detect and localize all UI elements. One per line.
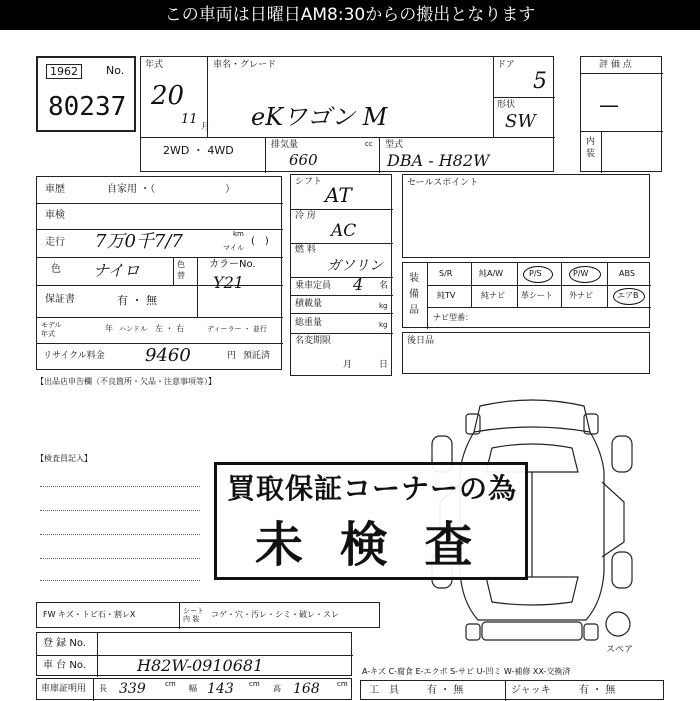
handle-label: ハンドル <box>119 325 147 333</box>
model-value: DBA - H82W <box>387 151 490 170</box>
equip-navi: 純ナビ <box>481 291 505 300</box>
load-label: 積載量 <box>295 299 323 309</box>
mile-unit: マイル <box>223 244 244 252</box>
uninspected-stamp <box>214 462 528 580</box>
color-value: ナイロ <box>93 261 140 280</box>
height-label: 高 <box>273 684 281 693</box>
fuel-label: 燃 料 <box>295 245 316 255</box>
garage-cert-row <box>36 678 352 700</box>
name-grade-value: eKワゴン M <box>251 103 388 131</box>
sales-point-box <box>402 174 650 258</box>
color-no-label: カラーNo. <box>209 259 256 270</box>
month-value: 11 <box>181 112 198 127</box>
inspection-label: 車検 <box>45 210 65 221</box>
seat-label: シート 内 装 <box>183 607 204 624</box>
equipment-table <box>402 262 650 328</box>
weight-unit: kg <box>379 321 388 329</box>
vehicle-header-table <box>140 56 554 172</box>
ps-circle-mark <box>523 266 553 283</box>
history-value: 自家用 ・（ ） <box>107 184 236 195</box>
shift-value: AT <box>325 183 352 207</box>
month-text: 月 <box>343 360 353 370</box>
interior-label: 内 装 <box>586 137 596 159</box>
jack-value: 有 ・ 無 <box>579 685 616 696</box>
model-label: 型式 <box>385 140 404 150</box>
lot-no-label: No. <box>106 64 125 77</box>
capacity-label: 乗車定員 <box>295 281 332 291</box>
evaluation-value: — <box>599 93 619 117</box>
fuel-value: ガソリン <box>327 258 383 274</box>
fw-label: FW キズ・トビ石・割レX <box>43 610 136 619</box>
seat-defect-desc: コゲ・穴・汚レ・シミ・破レ・スレ <box>211 610 339 619</box>
defect-legend-row <box>36 602 380 628</box>
shape-label: 形状 <box>497 100 516 110</box>
equip-abs: ABS <box>619 269 635 278</box>
chassis-value: H82W-0910681 <box>137 656 264 675</box>
sales-point-label: セールスポイント <box>407 178 479 188</box>
dealer-label: ディーラー ・ 並行 <box>207 325 267 333</box>
notes-header: 【出品店申告欄（不良箇所・欠品・注意事項等）】 <box>36 377 216 386</box>
month-unit: 月 <box>201 122 211 132</box>
stamp-line1: 買取保証コーナーの為 <box>227 472 518 505</box>
equip-sr: S/R <box>439 269 453 278</box>
name-change-label: 名変期限 <box>295 336 332 346</box>
color-change-label: 色 替 <box>177 260 185 281</box>
tools-label: 工 具 <box>369 685 399 696</box>
tools-jack-row <box>360 680 664 700</box>
damage-code-legend: A-キズ C-腐食 E-エクボ S-サビ U-凹ミ W-補修 XX-交換済 <box>362 667 571 676</box>
lot-number-box <box>36 56 136 132</box>
chassis-label: 車 台 No. <box>43 660 86 671</box>
vehicle-info-table <box>36 176 282 370</box>
equip-airbag: エアB <box>617 291 639 300</box>
load-unit: kg <box>379 302 388 310</box>
color-no-value: Y21 <box>213 273 244 292</box>
weight-label: 総重量 <box>295 318 323 328</box>
height-unit: cm <box>337 680 348 688</box>
equip-leather-seat: 革シート <box>521 291 553 300</box>
stamp-line2: 未 検 査 <box>255 517 483 573</box>
year-unit: 年 <box>105 324 113 333</box>
length-label: 長 <box>99 684 107 693</box>
tools-value: 有 ・ 無 <box>427 685 464 696</box>
equip-power-window: P/W <box>573 269 589 278</box>
cc-unit: cc <box>365 140 373 148</box>
km-unit: km <box>233 230 244 238</box>
recycle-value: 9460 <box>145 345 191 366</box>
length-value: 339 <box>119 681 146 697</box>
equip-power-steering: P/S <box>529 269 542 278</box>
inspector-header: 【検査員記入】 <box>36 454 92 463</box>
year-value: 20 <box>151 81 185 111</box>
equip-ext-navi: 外ナビ <box>569 291 593 300</box>
equipment-label: 装 備 品 <box>409 273 419 316</box>
recycle-unit: 円 <box>227 351 237 361</box>
year-label: 年式 <box>145 60 164 70</box>
drive-type: 2WD ・ 4WD <box>163 144 234 157</box>
door-value: 5 <box>533 69 547 94</box>
announcement-banner: この車両は日曜日AM8:30からの搬出となります <box>0 0 700 30</box>
navi-model-label: ナビ型番： <box>433 313 473 322</box>
width-unit: cm <box>249 680 260 688</box>
later-items-label: 後日品 <box>407 336 435 346</box>
garage-cert-label: 車庫証明用 <box>41 684 87 694</box>
later-items-box <box>402 332 650 374</box>
color-label: 色 <box>51 264 61 275</box>
displacement-label: 排気量 <box>271 140 299 150</box>
height-value: 168 <box>293 681 320 697</box>
equip-alloy-wheel: 純A/W <box>479 269 504 278</box>
name-grade-label: 車名・グレード <box>213 60 277 70</box>
warranty-label: 保証書 <box>45 294 75 305</box>
warranty-value: 有 ・ 無 <box>117 294 157 307</box>
capacity-unit: 名 <box>379 281 389 291</box>
history-label: 車歴 <box>45 184 65 195</box>
lot-number: 80237 <box>48 92 127 122</box>
pw-circle-mark <box>569 266 601 283</box>
handle-value: 左 ・ 右 <box>155 324 185 333</box>
equip-tv: 純TV <box>437 291 456 300</box>
jack-label: ジャッキ <box>511 685 551 696</box>
mileage-value: 7万0千7/7 <box>95 231 183 252</box>
door-label: ドア <box>497 60 515 70</box>
mile-paren: ( ) <box>251 236 269 247</box>
evaluation-box <box>580 56 662 172</box>
ac-label: 冷 房 <box>295 211 316 221</box>
ac-value: AC <box>331 221 357 241</box>
airbag-circle-mark <box>613 288 645 305</box>
recycle-status: 預託済 <box>243 351 271 361</box>
model-year-label: モデル 年式 <box>41 321 62 339</box>
width-value: 143 <box>207 681 234 697</box>
width-label: 幅 <box>189 684 197 693</box>
spare-label: スペア <box>606 645 634 655</box>
spec-table <box>290 174 392 376</box>
registration-table <box>36 632 352 676</box>
length-unit: cm <box>165 680 176 688</box>
shift-label: シフト <box>295 177 323 187</box>
day-text: 日 <box>379 360 389 370</box>
displacement-value: 660 <box>289 151 318 169</box>
evaluation-label: 評 価 点 <box>599 60 632 70</box>
registration-label: 登 録 No. <box>43 638 86 649</box>
capacity-value: 4 <box>353 275 364 294</box>
recycle-label: リサイクル料金 <box>43 351 105 361</box>
mileage-label: 走行 <box>45 237 65 248</box>
shape-value: SW <box>505 111 536 132</box>
lot-tag: 1962 <box>46 64 82 79</box>
